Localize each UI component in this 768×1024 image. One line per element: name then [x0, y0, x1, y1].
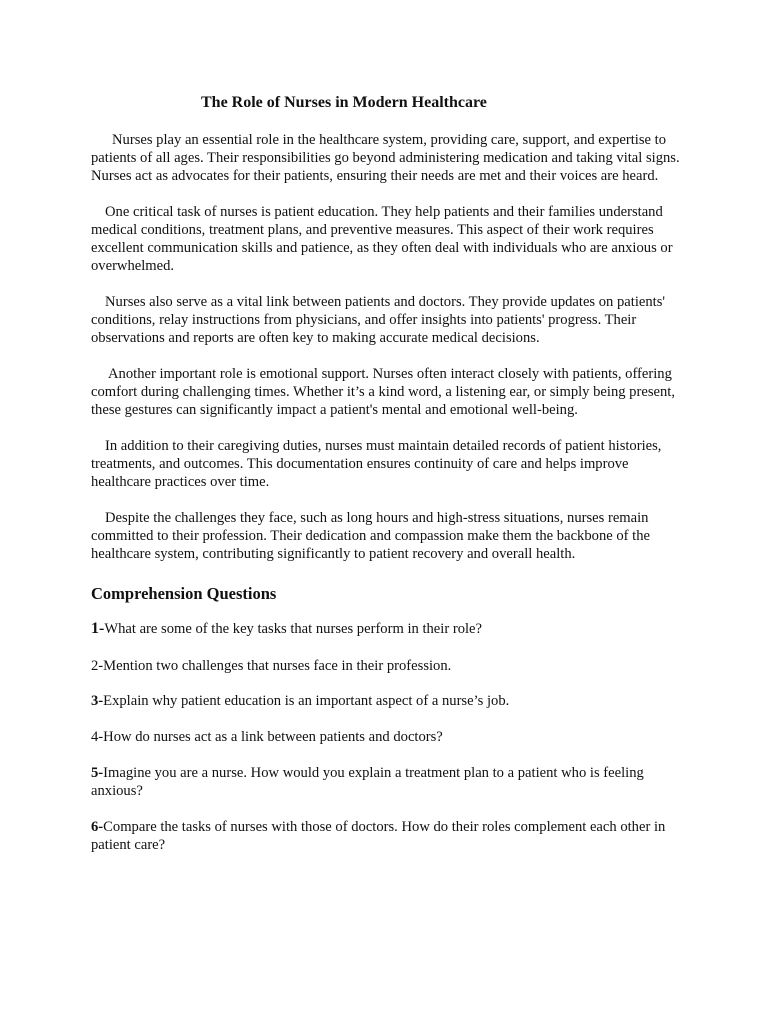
paragraph-records: In addition to their caregiving duties, nurses must maintain detailed records of patient histories, treatments, and outcomes. This documentation ensures continuity of care and helps improve healthcare practices over time. — [91, 438, 662, 490]
questions-heading: Comprehension Questions — [91, 584, 277, 603]
question-number: 6- — [91, 819, 104, 835]
paragraph-vital-link: Nurses also serve as a vital link between patients and doctors. They provide updates on patients' conditions, relay instructions from physicians, and offer insights into patients' progress. Their observations and reports are often key to making accurate medical decisions. — [91, 294, 666, 346]
question-item — [91, 620, 681, 638]
paragraph-emotional-support: Another important role is emotional support. Nurses often interact closely with patients, offering comfort during challenging times. Whether it’s a kind word, a listening ear, or simply being present, these gestures can significantly impact a patient's mental and emotional well-being. — [91, 366, 675, 418]
question-number: 2- — [91, 658, 104, 674]
document-body — [91, 93, 681, 854]
question-number: 1- — [91, 620, 105, 637]
question-text: Mention two challenges that nurses face in their profession. — [103, 658, 452, 674]
question-item — [91, 764, 681, 800]
question-item — [91, 657, 681, 675]
question-number: 3- — [91, 693, 104, 709]
question-number: 5- — [91, 765, 104, 781]
question-text: Explain why patient education is an important aspect of a nurse’s job. — [103, 693, 510, 709]
question-item — [91, 728, 681, 746]
question-item — [91, 818, 681, 854]
paragraph-intro: Nurses play an essential role in the healthcare system, providing care, support, and expertise to patients of all ages. Their responsibilities go beyond administering medication and taking vital signs. Nurses act as advocates for their patients, ensuring their needs are met and their voices are heard. — [91, 132, 680, 184]
question-item — [91, 692, 681, 710]
document-title: The Role of Nurses in Modern Healthcare — [201, 94, 487, 111]
paragraph-patient-education: One critical task of nurses is patient education. They help patients and their families understand medical conditions, treatment plans, and preventive measures. This aspect of their work requires excellent communication skills and patience, as they often deal with individuals who are anxious or overwhelmed. — [91, 204, 673, 274]
question-number: 4- — [91, 729, 104, 745]
question-text: What are some of the key tasks that nurses perform in their role? — [104, 621, 483, 637]
question-text: Compare the tasks of nurses with those of doctors. How do their roles complement each other in patient care? — [91, 819, 666, 853]
paragraph-conclusion: Despite the challenges they face, such as long hours and high-stress situations, nurses remain committed to their profession. Their dedication and compassion make them the backbone of the healthcare system, contributing significantly to patient recovery and overall health. — [91, 510, 651, 562]
question-text: Imagine you are a nurse. How would you explain a treatment plan to a patient who is feeling anxious? — [91, 765, 644, 799]
question-text: How do nurses act as a link between patients and doctors? — [103, 729, 443, 745]
